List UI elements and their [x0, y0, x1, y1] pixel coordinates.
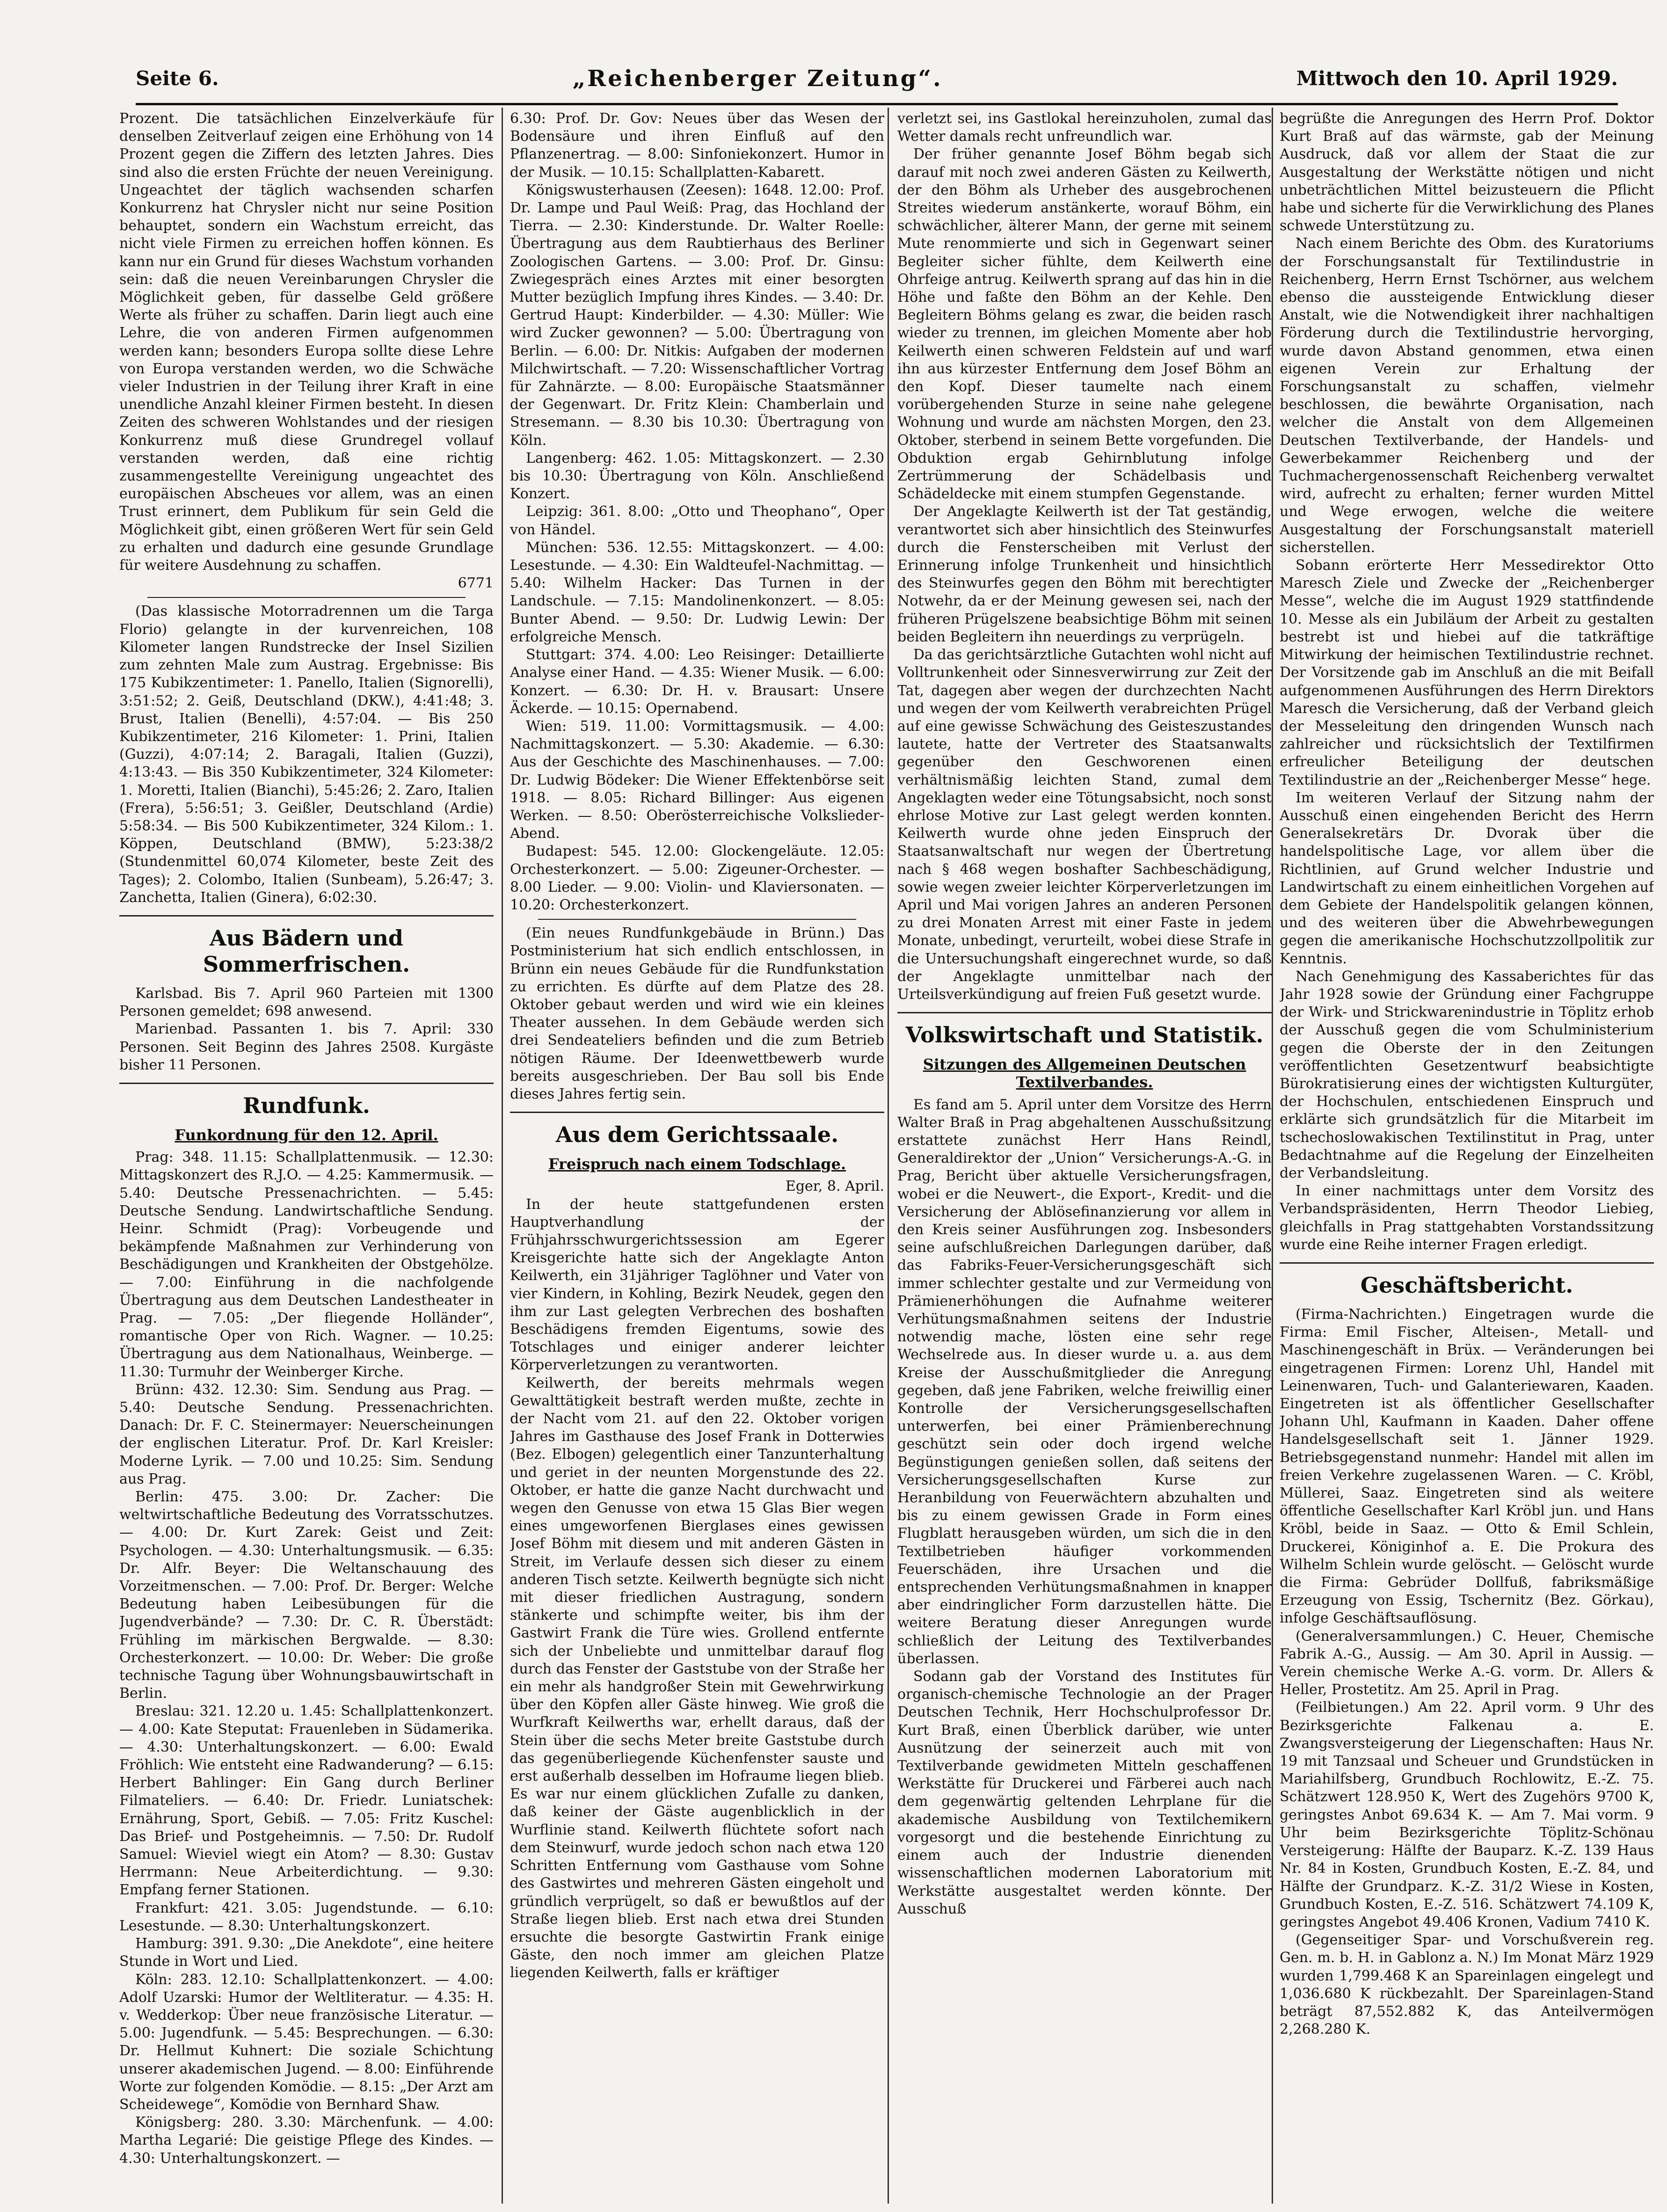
article-karlsbad: Karlsbad. Bis 7. April 960 Parteien mit 1300 Personen gemeldet; 698 anwesend. [119, 985, 494, 1020]
column-2 [510, 110, 884, 2201]
divider [119, 1083, 494, 1084]
subheading-funkordnung: Funkordnung für den 12. April. [175, 1126, 438, 1144]
radio-koeln: Köln: 283. 12.10: Schallplattenkonzert. — 4.00: Adolf Uzarski: Humor der Weltliteratur. — 4.35: H. v. Wedderkop: Über neue französische Literatur. — 5.00: Jugendfunk. — 5.45: Besprechungen. — 6.30: Dr. Hellmut Kuhnert: Die soziale Schichtung unserer akademischen Jugend. — 8.00: Einführende Worte zur folgenden Komödie. — 8.15: „Der Arzt am Scheidewege“, Komödie von Bernhard Shaw. [119, 1971, 494, 2113]
article-keilwerth-verdict: Da das gerichtsärztliche Gutachten wohl nicht auf Volltrunkenheit oder Sinnesverwirrung zur Zeit der Tat, dagegen aber wegen der durchzechten Nacht und wegen der vom Keilwerth verabreichten Prügel auf eine gewisse Schwächung des Geisteszustandes lautete, hatte der Vertreter des Staatsanwalts gegenüber den Geschworenen einen verhältnismäßig leichten Stand, zumal dem Angeklagten weder eine Tötungsabsicht, noch sonst ehrlose Motive zur Last gelegt werden konnten. Keilwerth wurde ohne jeden Einspruch der Staatsanwaltschaft nur wegen der Übertretung nach § 468 wegen boshafter Sachbeschädigung, sowie wegen zweier leichter Körperverletzungen im April und Mai vorigen Jahres an anderen Personen zu drei Monaten Arrest mit einer Faste in jedem Monate, unbedingt, verurteilt, wobei diese Strafe in die Untersuchungshaft eingerechnet wurde, so daß der Angeklagte unmittelbar nach der Urteilsverkündigung auf freien Fuß gesetzt wurde. [897, 647, 1272, 1003]
column-separator [502, 108, 503, 2204]
page-number: Seite 6. [136, 67, 219, 90]
article-forschungsanstalt: Nach einem Berichte des Obm. des Kuratoriums der Forschungsanstalt für Textilindustrie in Reichenberg, Herrn Ernst Tschörner, aus welchem ebenso die aussteigende Entwicklung dieser Anstalt, wie die Notwendigkeit ihrer nachhaltigen Förderung durch die Textilindustrie hervorging, wurde davon Abstand genommen, etwa einen eigenen Verein zur Erhaltung der Forschungsanstalt zu schaffen, vielmehr beschlossen, die bewährte Organisation, nach welcher die Anstalt von dem Allgemeinen Deutschen Textilverbande, der Handels- und Gewerbekammer Reichenberg und der Tuchmachergenossenschaft Reichenberg verwaltet wird, aufrecht zu erhalten; ferner wurden Mittel und Wege erwogen, welche die weitere Ausgestaltung der Forschungsanstalt materiell sicherstellen. [1280, 235, 1654, 556]
newspaper-title: „Reichenberger Zeitung“. [572, 65, 943, 92]
radio-bruenn: Brünn: 432. 12.30: Sim. Sendung aus Prag. — 5.40: Deutsche Sendung. Pressenachrichten. Danach: Dr. F. C. Steinermayer: Neuerscheinungen der englischen Literatur. Prof. Dr. Karl Kreisler: Moderne Lyrik. — 7.00 und 10.25: Sim. Sendung aus Prag. [119, 1381, 494, 1487]
article-chrysler-text: Prozent. Die tatsächlichen Einzelverkäufe für denselben Zeitverlauf zeigen eine Erhöhung von 14 Prozent gegen die Ziffern des letzten Jahres. Dies sind also die ersten Früchte der neuen Vereinigung. Ungeachtet der täglich wachsenden scharfen Konkurrenz hat Chrysler nicht nur seine Position behauptet, sondern ein Wachstum erreicht, das nicht viele Firmen zu erreichen hoffen können. Es kann nur ein Grund für dieses Wachstum vorhanden sein: daß die neuen Vereinbarungen Chrysler die Möglichkeit geben, für dasselbe Geld größere Werte als früher zu schaffen. Darin liegt auch eine Lehre, die von anderen Firmen aufgenommen werden kann; besonders Europa sollte diese Lehre von Europa verstanden werden, wo die Schwäche vieler Industrien in der Teilung ihrer Kraft in eine unendliche Anzahl kleiner Firmen besteht. In diesen Zeiten des schweren Wohlstandes und der riesigen Konkurrenz muß diese Grundregel vollauf verstanden werden, daß eine richtig zusammengestellte Vereinigung ungeachtet des europäischen Abscheues vor allem, was an einen Trust erinnert, dem Publikum für sein Geld die Möglichkeit gibt, einen größeren Wert für sein Geld zu erhalten und dadurch eine gesunde Grundlage für weitere Ausdehnung zu schaffen. [119, 110, 494, 574]
section-heading-geschaeftsbericht: Geschäftsbericht. [1360, 1273, 1573, 1298]
divider [119, 915, 494, 917]
article-generalversammlungen: (Generalversammlungen.) C. Heuer, Chemische Fabrik A.-G., Aussig. — Am 30. April in Aussig. — Verein chemische Werke A.-G. vorm. Dr. Allers & Heller, Prostetitz. Am 25. April in Prag. [1280, 1628, 1654, 1698]
section-heading-baeder: Aus Bädern und Sommerfrischen. [203, 925, 410, 977]
section-heading-gerichtssaal: Aus dem Gerichtssaale. [555, 1122, 839, 1148]
article-keilwerth-defense: Der Angeklagte Keilwerth ist der Tat geständig, verantwortet sich aber hinsichtlich des Steinwurfes durch die Fensterscheiben mit Verlust der Erinnerung infolge Trunkenheit und hinsichtlich des Steinwurfes gegen den Böhm mit berechtigter Notwehr, da er der Meinung gewesen sei, nach der früheren Prügelszene beabsichtige Böhm mit seinen beiden Begleitern ihn neuerdings zu verprügeln. [897, 503, 1272, 645]
article-keilwerth-intro: In der heute stattgefundenen ersten Hauptverhandlung der Frühjahrsschwurgerichtssession am Egerer Kreisgerichte hatte sich der Angeklagte Anton Keilwerth, ein 31jähriger Taglöhner und Vater von vier Kindern, in Kohling, Bezirk Neudek, gegen den ihm zur Last gelegten Verbrechen des boshaften Beschädigens fremden Eigentums, sowie des Totschlages und einiger anderer leichter Körperverletzungen zu verantworten. [510, 1196, 884, 1374]
subheading-freispruch: Freispruch nach einem Todschlage. [548, 1155, 846, 1173]
dateline: Eger, 8. April. [785, 1178, 884, 1195]
column-3 [897, 110, 1272, 2201]
article-targa-florio: (Das klassische Motorradrennen um die Targa Florio) gelangte in der kurvenreichen, 108 Kilometer langen Rundstrecke der Insel Sizilien zum zehnten Male zum Austrag. Ergebnisse: Bis 175 Kubikzentimeter: 1. Panello, Italien (Signorelli), 3:51:52; 2. Geiß, Deutschland (DKW.), 4:41:48; 3. Brust, Italien (Benelli), 4:57:04. — Bis 250 Kubikzentimeter, 216 Kilometer: 1. Prini, Italien (Guzzi), 4:07:14; 2. Baragali, Italien (Guzzi), 4:13:43. — Bis 350 Kubikzentimeter, 324 Kilometer: 1. Moretti, Italien (Bianchi), 5:45:26; 2. Zaro, Italien (Frera), 5:56:51; 3. Geißler, Deutschland (Ardie) 5:58:34. — Bis 500 Kubikzentimeter, 324 Kilom.: 1. Köppen, Deutschland (BMW), 5:23:38/2 (Stundenmittel 60,074 Kilometer, beste Zeit des Tages); 2. Colombo, Italien (Sunbeam), 5.26:47; 3. Zanchetta, Italien (Ginera), 6:02:30. [119, 603, 494, 906]
article-handelspolitik: Im weiteren Verlauf der Sitzung nahm der Ausschuß einen eingehenden Bericht des Herrn Generalsekretärs Dr. Dvorak über die handelspolitische Lage, vor allem über die Richtlinien, auf Grund welcher Industrie und Landwirtschaft zu einem einheitlichen Vorgehen auf dem Gebiete der Handelspolitik gelangen können, und des weiteren über die Abwehrbewegungen gegen die amerikanische Hochschutzzollpolitik zur Kenntnis. [1280, 789, 1654, 967]
radio-budapest: Budapest: 545. 12.00: Glockengeläute. 12.05: Orchesterkonzert. — 5.00: Zigeuner-Orchester. — 8.00 Lieder. — 9.00: Violin- und Klaviersonaten. — 10.20: Orchesterkonzert. [510, 843, 884, 913]
radio-prag: Prag: 348. 11.15: Schallplattenmusik. — 12.30: Mittagskonzert des R.J.O. — 4.25: Kammermusik. — 5.40: Deutsche Pressenachrichten. — 5.45: Deutsche Sendung. Landwirtschaftliche Sendung. Heinr. Schmidt (Prag): Vorbeugende und bekämpfende Maßnahmen zur Verhinderung von Beschädigungen und Krankheiten der Obstgehölze. — 7.00: Einführung in die nachfolgende Übertragung aus dem Deutschen Landestheater in Prag. — 7.05: „Der fliegende Holländer“, romantische Oper von Rich. Wagner. — 10.25: Übertragung aus dem Nationalhaus, Weinberge. — 11.30: Turmuhr der Weinberger Kirche. [119, 1149, 494, 1380]
radio-frankfurt: Frankfurt: 421. 3.05: Jugendstunde. — 6.10: Lesestunde. — 8.30: Unterhaltungskonzert. [119, 1899, 494, 1934]
article-textilverband-cont: begrüßte die Anregungen des Herrn Prof. Doktor Kurt Braß auf das wärmste, gab der Meinung Ausdruck, daß vor allem der Staat die zur Ausgestaltung der Werkstätte nötigen und nicht unbeträchtlichen Mittel beizusteuern die Pflicht habe und sicherte für die Verwirklichung des Planes schwede Unterstützung zu. [1280, 110, 1654, 234]
article-firma-nachrichten: (Firma-Nachrichten.) Eingetragen wurde die Firma: Emil Fischer, Alteisen-, Metall- und Maschinengeschäft in Brüx. — Veränderungen bei eingetragenen Firmen: Lorenz Uhl, Handel mit Leinenwaren, Tuch- und Galanteriewaren, Kaaden. Eingetreten ist als öffentlicher Gesellschafter Johann Uhl, Kaufmann in Kaaden. Daher offene Handelsgesellschaft seit 1. Jänner 1929. Betriebsgegenstand nunmehr: Handel mit allen im freien Verkehre zugelassenen Waren. — C. Kröbl, Müllerei, Saaz. Eingetreten sind als weitere öffentliche Gesellschafter Karl Kröbl jun. und Hans Kröbl, beide in Saaz. — Otto & Emil Schlein, Druckerei, Königinhof a. E. Die Prokura des Wilhelm Schlein wurde gelöscht. — Gelöscht wurde die Firma: Gebrüder Dollfuß, fabriksmäßige Erzeugung von Essig, Tschernitz (Bez. Görkau), infolge Geschäftsauflösung. [1280, 1306, 1654, 1627]
masthead-rule [136, 103, 1618, 105]
radio-berlin: Berlin: 475. 3.00: Dr. Zacher: Die weltwirtschaftliche Bedeutung des Vorratsschutzes. — 4.00: Dr. Kurt Zarek: Geist und Zeit: Psychologen. — 4.30: Unterhaltungsmusik. — 6.35: Dr. Alfr. Beyer: Die Weltanschauung des Vorzeitmenschen. — 7.00: Prof. Dr. Berger: Welche Bedeutung haben Leibesübungen für die Jugendverbände? — 7.30: Dr. C. R. Überstädt: Frühling im märkischen Bergwalde. — 8.30: Orchesterkonzert. — 10.00: Dr. Weber: Die große technische Tagung über Wohnungsbauwirtschaft in Berlin. [119, 1489, 494, 1702]
divider [538, 919, 856, 920]
subheading-textilverband: Sitzungen des Allgemeinen Deutschen Textilverbandes. [923, 1055, 1246, 1091]
article-marienbad: Marienbad. Passanten 1. bis 7. April: 330 Personen. Seit Beginn des Jahres 2508. Kurgäste bisher 11 Personen. [119, 1021, 494, 1073]
column-separator [1272, 108, 1273, 2204]
article-sparverein-gablonz: (Gegenseitiger Spar- und Vorschußverein reg. Gen. m. b. H. in Gablonz a. N.) Im Monat März 1929 wurden 1,799.468 K an Spareinlagen eingelegt und 1,036.680 K rückbezahlt. Der Spareinlagen-Stand beträgt 87,552.882 K, das Anteilvermögen 2,268.280 K. [1280, 1932, 1654, 2038]
divider [1280, 1262, 1654, 1264]
radio-muenchen: München: 536. 12.55: Mittagskonzert. — 4.00: Lesestunde. — 4.30: Ein Waldteufel-Nachmittag. — 5.40: Wilhelm Hacker: Das Turnen in der Landschule. — 7.15: Mandolinenkonzert. — 8.05: Bunter Abend. — 9.50: Dr. Ludwig Lewin: Der erfolgreiche Mensch. [510, 539, 884, 645]
radio-wien: Wien: 519. 11.00: Vormittagsmusik. — 4.00: Nachmittagskonzert. — 5.30: Akademie. — 6.30: Aus der Geschichte des Maschinenhauses. — 7.00: Dr. Ludwig Bödeker: Die Wiener Effektenbörse seit 1918. — 8.05: Richard Billinger: Aus eigenen Werken. — 8.50: Oberösterreichische Volkslieder-Abend. [510, 718, 884, 842]
article-textilverband-1: Es fand am 5. April unter dem Vorsitze des Herrn Walter Braß in Prag abgehaltenen Ausschußsitzung erstattete zunächst Herr Hans Reindl, Generaldirektor der „Union“ Versicherungs-A.-G. in Prag, Bericht über aktuelle Versicherungsfragen, wobei er die Neuwert-, die Export-, Kredit- und die Versicherung der Ablösefinanzierung vor allem in den Kreis seiner Ausführungen zog. Insbesonders seine aufschlußreichen Darlegungen darüber, daß das Fabriks-Feuer-Versicherungsgeschäft sich immer schlechter gestalte und zur Vermeidung von Prämienerhöhungen die Aufnahme weiterer Verhütungsmaßnahmen seitens der Industrie notwendig mache, lösten eine sehr rege Wechselrede aus. In dieser wurde u. a. aus dem Kreise der Ausschußmitglieder die Anregung gegeben, daß jene Fabriken, welche freiwillig einer Kontrolle der Versicherungsgesellschaften unterwerfen, bei einer Prämienberechnung geschützt sein oder doch irgend welche Begünstigungen genießen sollen, daß seitens der Versicherungsgesellschaften Kurse zur Heranbildung von Feuerwächtern abzuhalten und bis zu einem gewissen Grade in Form eines Flugblatt herausgeben würden, um sich die in den Textilbetrieben häufiger vorkommenden Feuerschäden, ihre Ursachen und die entsprechenden Verhütungsmaßnahmen in knapper aber eindringlicher Form darzustellen hätte. Die weitere Beratung dieser Anregungen wurde schließlich der Leitung des Textilverbandes überlassen. [897, 1096, 1272, 1667]
radio-langenberg: Langenberg: 462. 1.05: Mittagskonzert. — 2.30 bis 10.30: Übertragung von Köln. Anschließend Konzert. [510, 450, 884, 502]
article-keilwerth-cont: verletzt sei, ins Gastlokal hereinzuholen, zumal das Wetter damals recht unfreundlich war. [897, 110, 1272, 145]
article-keilwerth-body: Keilwerth, der bereits mehrmals wegen Gewalttätigkeit bestraft werden mußte, zechte in der Nacht vom 21. auf den 22. Oktober vorigen Jahres im Gasthause des Josef Frank in Dotterwies (Bez. Elbogen) gelegentlich einer Tanzunterhaltung und geriet in der neunten Morgenstunde des 22. Oktober, er hatte die ganze Nacht durchwacht und wegen den Genusse von etwa 15 Glas Bier wegen eines umgeworfenen Bierglases eines gewissen Josef Böhm mit diesem und mit anderen Gästen in Streit, im Verlaufe dessen sich dieser zu einem anderen Tisch setzte. Keilwerth begnügte sich nicht mit dieser friedlichen Austragung, sondern stänkerte und schimpfte weiter, bis ihm der Gastwirt Frank die Türe wies. Grollend entfernte sich der Unbeliebte und unmittelbar darauf flog durch das Fenster der Gaststube von der Straße her ein mehr als handgroßer Stein mit Gewehrwirkung über den Köpfen aller Gäste hinweg. Wie groß die Wurfkraft Keilwerths war, erhellt daraus, daß der Stein über die sechs Meter breite Gaststube durch das gegenüberliegende Küchenfenster sauste und erst außerhalb desselben im Hofraume liegen blieb. Es war nur einem glücklichen Zufalle zu danken, daß keiner der Gäste augenblicklich in der Wurflinie stand. Keilwerth flüchtete sofort nach dem Steinwurf, wurde jedoch schon nach etwa 120 Schritten Entfernung vom Gasthause vom Sohne des Gastwirtes und mehreren Gästen eingeholt und gründlich verprügelt, so daß er bewußtlos auf der Straße liegen blieb. Erst nach etwa drei Stunden ersuchte die besorgte Gastwirtin Frank einige Gäste, den noch immer am gleichen Platze liegenden Keilwerth, falls er kräftiger [510, 1375, 884, 1981]
article-number: 6771 [458, 575, 494, 592]
radio-koenigswusterhausen: Königswusterhausen (Zeesen): 1648. 12.00: Prof. Dr. Lampe und Paul Weiß: Prag, das Hochland der Tierra. — 2.30: Kinderstunde. Dr. Walter Roelle: Übertragung aus dem Raubtierhaus des Berliner Zoologischen Gartens. — 3.00: Prof. Dr. Ginsu: Zwiegespräch eines Arztes mit einer besorgten Mutter bezüglich Impfung ihres Kindes. — 3.40: Dr. Gertrud Haupt: Kinderbilder. — 4.30: Müller: Wie wird Zucker gewonnen? — 5.00: Übertragung von Berlin. — 6.00: Dr. Nitkis: Aufgaben der modernen Milchwirtschaft. — 7.20: Wissenschaftlicher Vortrag für Zahnärzte. — 8.00: Europäische Staatsmänner der Gegenwart. Dr. Fritz Klein: Chamberlain und Stresemann. — 8.30 bis 10.30: Übertragung von Köln. [510, 182, 884, 449]
masthead [136, 56, 1618, 101]
section-heading-rundfunk: Rundfunk. [243, 1092, 370, 1118]
radio-stuttgart: Stuttgart: 374. 4.00: Leo Reisinger: Detaillierte Analyse einer Hand. — 4.35: Wiener Musik. — 6.00: Konzert. — 6.30: Dr. H. v. Brausart: Unsere Äckerde. — 10.15: Opernabend. [510, 647, 884, 717]
radio-koenigsberg: Königsberg: 280. 3.30: Märchenfunk. — 4.00: Martha Legarié: Die geistige Pflege des Kindes. — 4.30: Unterhaltungskonzert. — [119, 2114, 494, 2167]
section-heading-volkswirtschaft: Volkswirtschaft und Statistik. [905, 1022, 1264, 1048]
radio-koenigsberg-cont: 6.30: Prof. Dr. Gov: Neues über das Wesen der Bodensäure und ihren Einfluß auf den Pflanzenertrag. — 8.00: Sinfoniekonzert. Humor in der Musik. — 10.15: Schallplatten-Kabarett. [510, 110, 884, 181]
column-4 [1280, 110, 1654, 2201]
article-textilverband-2: Sodann gab der Vorstand des Institutes für organisch-chemische Technologie an der Prager Deutschen Technik, Herr Hochschulprofessor Dr. Kurt Braß, einen Überblick darüber, wie unter Ausnützung der seinerzeit auch mit von Textilverbande gewidmeten Mitteln geschaffenen Werkstätte für Druckerei und Färberei auch nach dem gegenwärtig geltenden Lehrplane für die akademische Ausbildung von Textilchemikern vorgesorgt und die bestehende Einrichtung zu einem auch der Industrie dienenden wissenschaftlichen modernen Laboratorium mit Werkstätte ausgestaltet werden könnte. Der Ausschuß [897, 1668, 1272, 1917]
column-1 [119, 110, 494, 2201]
article-feilbietungen: (Feilbietungen.) Am 22. April vorm. 9 Uhr des Bezirksgerichte Falkenau a. E. Zwangsversteigerung der Liegenschaften: Haus Nr. 19 mit Tanzsaal und Scheuer und Grundstücken in Mariahilfsberg, Grundbuch Rochlowitz, E.-Z. 75. Schätzwert 128.950 K, Wert des Zugehörs 9700 K, geringstes Anbot 69.634 K. — Am 7. Mai vorm. 9 Uhr beim Bezirksgerichte Töplitz-Schönau Versteigerung: Hälfte der Bauparz. K.-Z. 139 Haus Nr. 84 in Kosten, Grundbuch Kosten, E.-Z. 84, und Hälfte der Grundparz. K.-Z. 31/2 Wiese in Kosten, Grundbuch Kosten, E.-Z. 516. Schätzwert 74.109 K, geringstes Angebot 49.406 Kronen, Vadium 7410 K. [1280, 1699, 1654, 1930]
article-reichenberger-messe: Sobann erörterte Herr Messedirektor Otto Maresch Ziele und Zwecke der „Reichenberger Messe“, welche die im August 1929 stattfindende 10. Messe als ein Jubiläum der Arbeit zu gestalten bestrebt ist und hiebei auf die tatkräftige Mitwirkung der heimischen Textilindustrie rechnet. Der Vorsitzende gab im Anschluß an die mit Beifall aufgenommenen Ausführungen des Herrn Direktors Maresch die Versicherung, daß der Verband gleich der Messeleitung den dringenden Wunsch nach zahlreicher und rücksichtslich der Textilfirmen erfreulicher Beteiligung der deutschen Textilindustrie an der „Reichenberger Messe“ hege. [1280, 557, 1654, 788]
article-vorstandssitzung: In einer nachmittags unter dem Vorsitz des Verbandspräsidenten, Herrn Theodor Liebieg, gleichfalls in Prag stattgehabten Vorstandssitzung wurde eine Reihe interner Fragen erledigt. [1280, 1183, 1654, 1253]
radio-hamburg: Hamburg: 391. 9.30: „Die Anekdote“, eine heitere Stunde in Wort und Lied. [119, 1936, 494, 1970]
radio-breslau: Breslau: 321. 12.20 u. 1.45: Schallplattenkonzert. — 4.00: Kate Steputat: Frauenleben in Südamerika. — 4.30: Unterhaltungskonzert. — 6.00: Ewald Fröhlich: Wie entsteht eine Radwanderung? — 6.15: Herbert Bahlinger: Ein Gang durch Berliner Filmateliers. — 6.40: Dr. Friedr. Luniatschek: Ernährung, Sport, Gebiß. — 7.05: Fritz Kuschel: Das Brief- und Postgeheimnis. — 7.50: Dr. Rudolf Samuel: Wieviel wiegt ein Atom? — 8.30: Gustav Herrmann: Neue Arbeiterdichtung. — 9.30: Empfang ferner Stationen. [119, 1703, 494, 1899]
article-kassabericht: Nach Genehmigung des Kassaberichtes für das Jahr 1928 sowie der Gründung einer Fachgruppe der Wirk- und Strickwarenindustrie in Töplitz erhob der Ausschuß gegen die vom Schulministerium gegen die Oberste der in den Zeitungen veröffentlichten Gesetzentwurf beabsichtigte Bürokratisierung eines der wichtigsten Kulturgüter, der Hochschulen, entschiedenen Einspruch und erklärte sich grundsätzlich für die Mitarbeit im tschechoslowakischen Textilinstitut in Prag, unter Bedachtnahme auf die Regelung der Einzelheiten der Verbandsleitung. [1280, 968, 1654, 1181]
divider [897, 1012, 1272, 1013]
article-keilwerth-boehm: Der früher genannte Josef Böhm begab sich darauf mit noch zwei anderen Gästen zu Keilwerth, der den Böhm als Urheber des ausgebrochenen Streites wiederum anstänkerte, worauf Böhm, ein schwächlicher, älterer Mann, der gerne mit seinem Mute renommierte und sich in Gegenwart seiner Begleiter sicher fühlte, dem Keilwerth eine Ohrfeige antrug. Keilwerth sprang auf das hin in die Höhe und faßte den Böhm an der Kehle. Den Begleitern Böhms gelang es zwar, die beiden rasch wieder zu trennen, im gleichen Momente aber hob Keilwerth einen schweren Feldstein auf und warf ihn aus kürzester Entfernung dem Josef Böhm an den Kopf. Dieser taumelte nach einem vorübergehenden Sturze in seine nahe gelegene Wohnung und wurde am nächsten Morgen, den 23. Oktober, sterbend in seinem Bette vorgefunden. Die Obduktion ergab Gehirnblutung infolge Zertrümmerung der Schädelbasis und Schädeldecke mit einem stumpfen Gegenstande. [897, 146, 1272, 502]
divider [510, 1112, 884, 1113]
radio-leipzig: Leipzig: 361. 8.00: „Otto und Theophano“, Oper von Händel. [510, 503, 884, 538]
issue-date: Mittwoch den 10. April 1929. [1296, 67, 1618, 90]
divider [147, 597, 466, 598]
column-separator [888, 108, 889, 2204]
article-rundfunkgebaeude-bruenn: (Ein neues Rundfunkgebäude in Brünn.) Das Postministerium hat sich endlich entschlossen, in Brünn ein neues Gebäude für die Rundfunkstation zu errichten. Es dürfte auf dem Platze des 28. Oktober gebaut werden und wird wie ein kleines Theater aussehen. In dem Gebäude werden sich drei Sendeateliers befinden und die zum Betrieb nötigen Räume. Der Ideenwettbewerb wurde bereits ausgeschrieben. Der Bau soll bis Ende dieses Jahres fertig sein. [510, 925, 884, 1102]
